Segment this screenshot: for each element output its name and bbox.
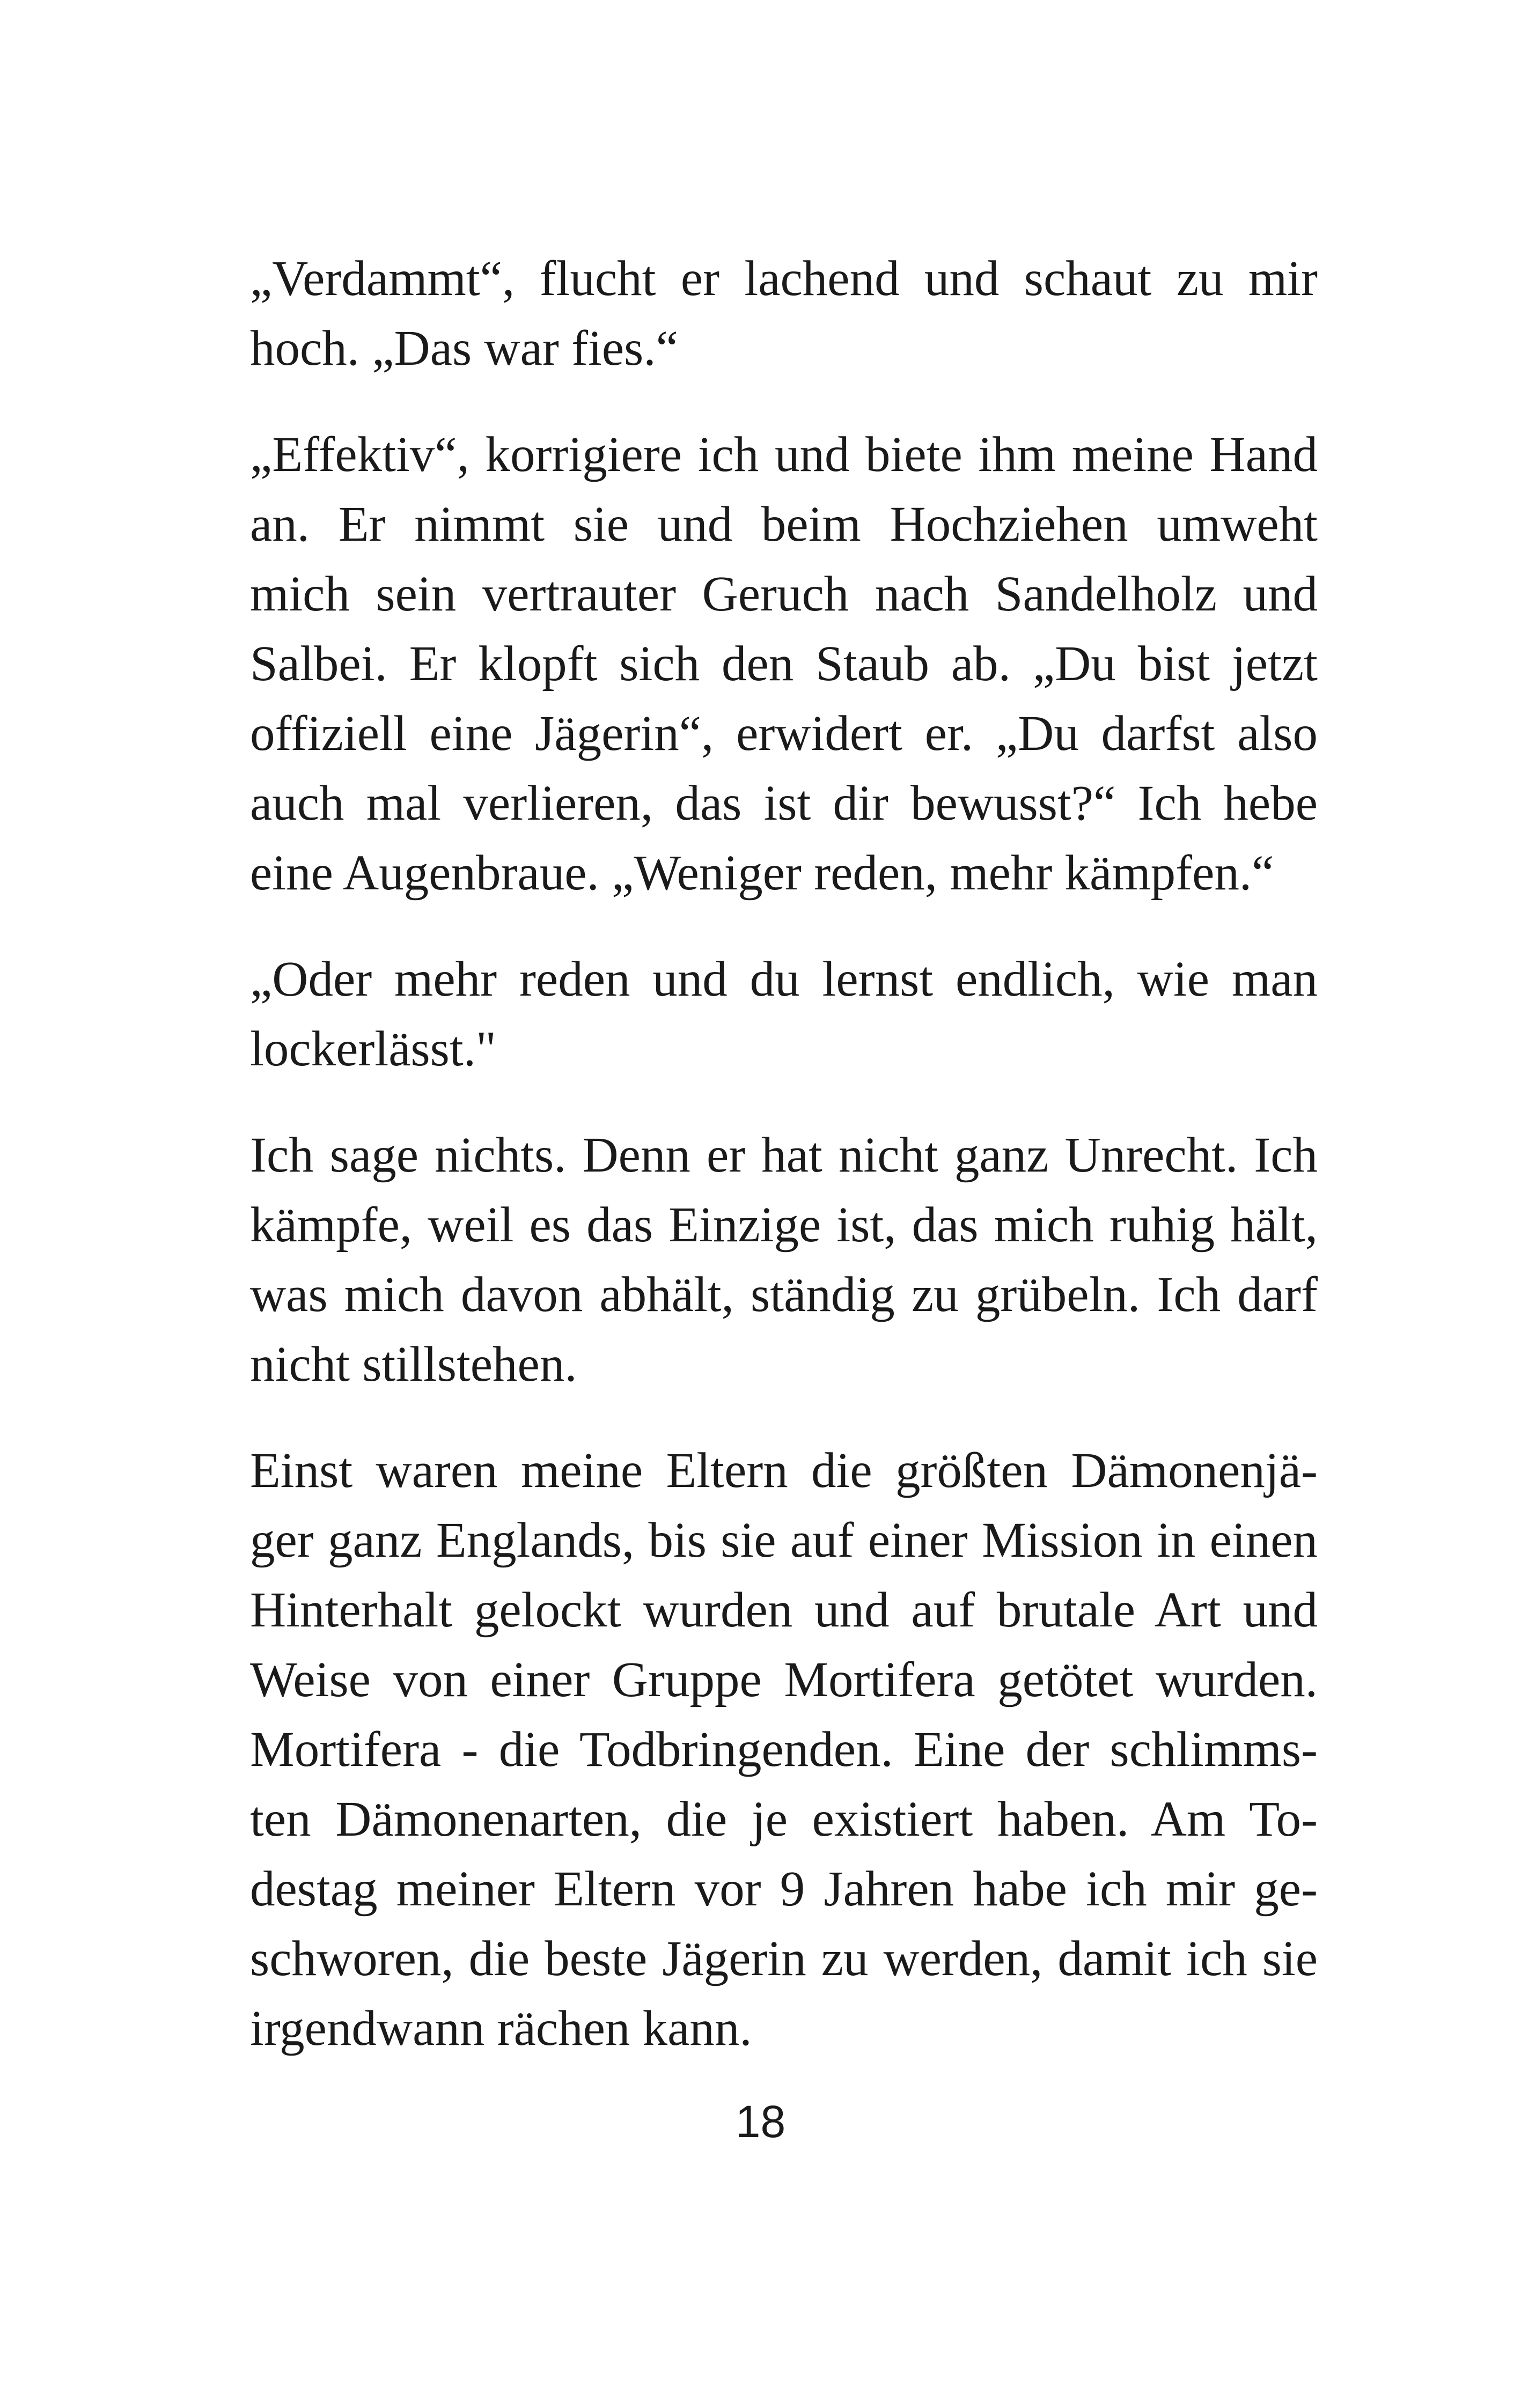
text-line: hoch. „Das war fies.“ (250, 321, 678, 376)
text-line: Salbei. Er klopft sich den Staub ab. „Du bist jetzt (250, 636, 1318, 691)
text-line: auch mal verlieren, das ist dir bewusst?“ Ich hebe (250, 776, 1318, 831)
paragraph (250, 945, 1318, 1084)
paragraph (250, 420, 1318, 908)
text-line: Hinterhalt gelockt wurden und auf brutale Art und (250, 1582, 1318, 1638)
text-line: nicht stillstehen. (250, 1337, 577, 1392)
text-line: Einst waren meine Eltern die größten Dämonenjä- (250, 1443, 1318, 1498)
page-number: 18 (735, 2096, 786, 2147)
text-line: eine Augenbraue. „Weniger reden, mehr kämpfen.“ (250, 845, 1274, 901)
text-line: was mich davon abhält, ständig zu grübeln. Ich darf (250, 1267, 1318, 1322)
paragraph (250, 1121, 1318, 1400)
body-text (250, 244, 1318, 2100)
text-line: „Effektiv“, korrigiere ich und biete ihm meine Hand (250, 427, 1318, 482)
text-line: ten Dämonenarten, die je existiert haben. Am To- (250, 1792, 1318, 1847)
text-line: schworen, die beste Jägerin zu werden, damit ich sie (250, 1931, 1318, 1986)
text-line: destag meiner Eltern vor 9 Jahren habe ich mir ge- (250, 1861, 1318, 1917)
text-line: Mortifera - die Todbringenden. Eine der schlimms- (250, 1722, 1318, 1777)
paragraph (250, 244, 1318, 384)
text-line: mich sein vertrauter Geruch nach Sandelholz und (250, 566, 1318, 622)
text-line: kämpfe, weil es das Einzige ist, das mich ruhig hält, (250, 1197, 1318, 1253)
text-line: „Oder mehr reden und du lernst endlich, wie man (250, 952, 1318, 1007)
text-line: Ich sage nichts. Denn er hat nicht ganz Unrecht. Ich (250, 1128, 1318, 1183)
paragraph (250, 1436, 1318, 2064)
text-line: lockerlässt." (250, 1021, 496, 1077)
text-line: Weise von einer Gruppe Mortifera getötet wurden. (250, 1652, 1318, 1707)
text-line: irgendwann rächen kann. (250, 2001, 752, 2056)
text-line: „Verdammt“, flucht er lachend und schaut zu mir (250, 251, 1318, 306)
text-line: an. Er nimmt sie und beim Hochziehen umweht (250, 497, 1318, 552)
text-line: ger ganz Englands, bis sie auf einer Mission in einen (250, 1513, 1318, 1568)
text-line: offiziell eine Jägerin“, erwidert er. „Du darfst also (250, 706, 1318, 761)
